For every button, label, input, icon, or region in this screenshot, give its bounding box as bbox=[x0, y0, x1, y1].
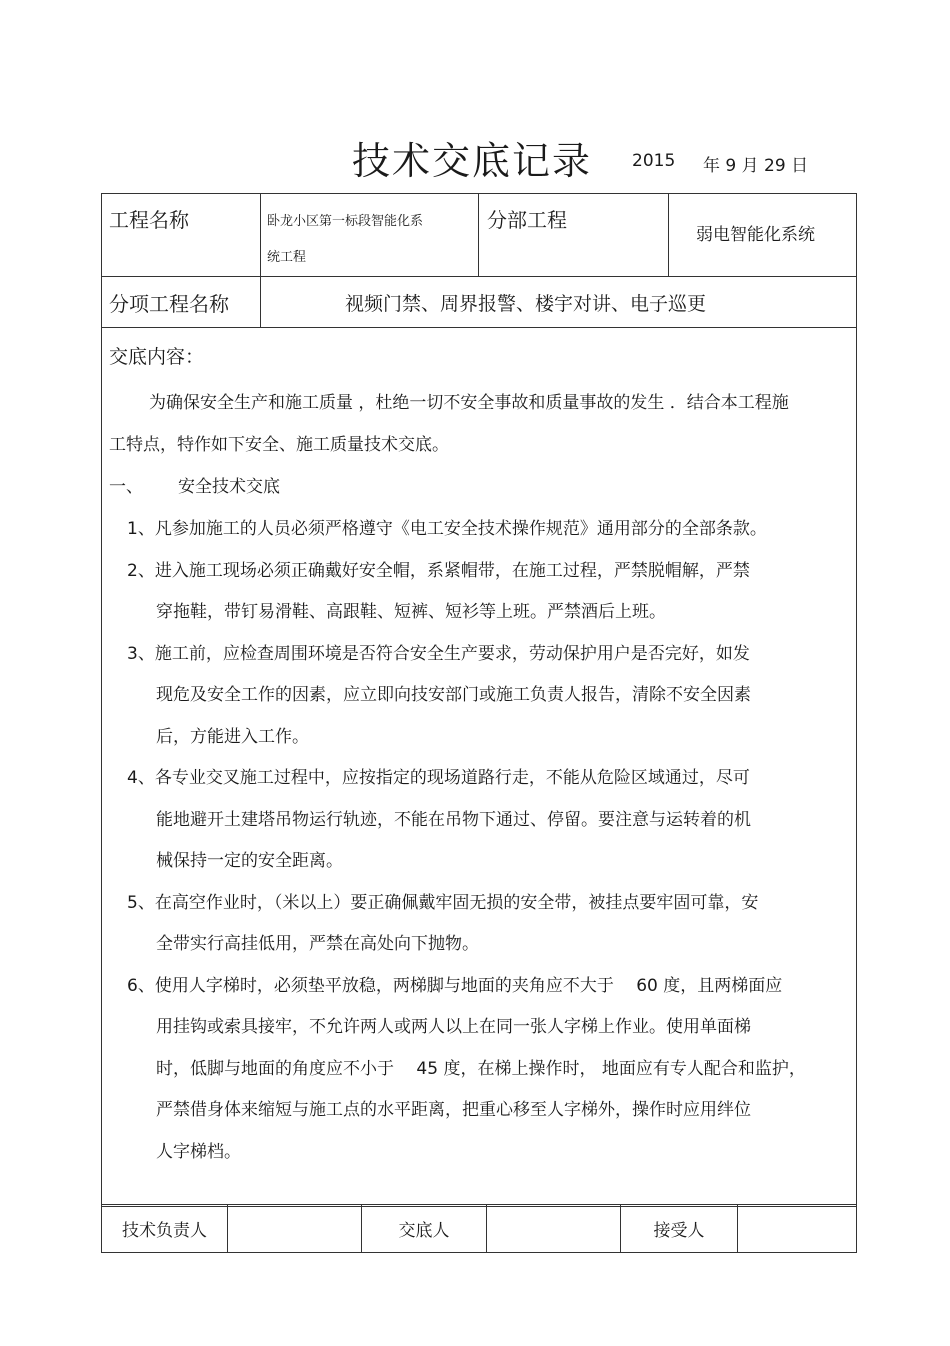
item-line-first: 6、使用人字梯时，必须垫平放稳，两梯脚与地面的夹角应不大于 60 度，且两梯面应 bbox=[127, 976, 783, 996]
item-line-continued: 械保持一定的安全距离。 bbox=[156, 851, 343, 871]
project-name-label: 工程名称 bbox=[109, 208, 189, 232]
sub-item-value-cell bbox=[261, 277, 857, 328]
item-line-continued: 现危及安全工作的因素，应立即向技安部门或施工负责人报告，清除不安全因素 bbox=[156, 685, 751, 705]
item-line-first: 2、进入施工现场必须正确戴好安全帽，系紧帽带，在施工过程，严禁脱帽解，严禁 bbox=[127, 561, 750, 581]
item-line-first: 1、凡参加施工的人员必须严格遵守《电工安全技术操作规范》通用部分的全部条款。 bbox=[127, 519, 767, 539]
sub-item-label: 分项工程名称 bbox=[109, 291, 229, 316]
project-name-line1: 卧龙小区第一标段智能化系 bbox=[267, 214, 424, 229]
content-heading: 交底内容： bbox=[109, 346, 205, 368]
item-line-continued: 时，低脚与地面的角度应不小于 45 度，在梯上操作时， 地面应有专人配合和监护， bbox=[156, 1059, 806, 1079]
discloser-signature-field[interactable] bbox=[487, 1205, 621, 1253]
project-name-label-cell bbox=[102, 194, 261, 277]
division-value: 弱电智能化系统 bbox=[696, 224, 815, 245]
tech-lead-label: 技术负责人 bbox=[102, 1205, 228, 1253]
date-month-day: 年 9 月 29 日 bbox=[703, 156, 809, 176]
receiver-label: 接受人 bbox=[621, 1205, 738, 1253]
item-line-continued: 严禁借身体来缩短与施工点的水平距离，把重心移至人字梯外，操作时应用绊位 bbox=[156, 1100, 751, 1120]
division-label-cell bbox=[479, 194, 669, 277]
tech-lead-signature-field[interactable] bbox=[228, 1205, 362, 1253]
division-value-cell bbox=[669, 194, 857, 277]
item-line-continued: 用挂钩或索具接牢，不允许两人或两人以上在同一张人字梯上作业。使用单面梯 bbox=[156, 1017, 751, 1037]
record-table bbox=[101, 193, 857, 1207]
document-title: 技术交底记录 bbox=[352, 139, 593, 183]
project-name-value-cell bbox=[261, 194, 479, 277]
discloser-label: 交底人 bbox=[362, 1205, 487, 1253]
intro-line-2: 工特点，特作如下安全、施工质量技术交底。 bbox=[109, 435, 449, 455]
item-line-first: 4、各专业交叉施工过程中，应按指定的现场道路行走，不能从危险区域通过，尽可 bbox=[127, 768, 750, 788]
section-title: 安全技术交底 bbox=[178, 477, 280, 497]
project-name-line2: 统工程 bbox=[267, 250, 307, 265]
signature-table bbox=[101, 1204, 857, 1253]
item-line-continued: 后，方能进入工作。 bbox=[156, 727, 309, 747]
section-number: 一、 bbox=[109, 477, 143, 497]
item-line-continued: 全带实行高挂低用，严禁在高处向下抛物。 bbox=[156, 934, 479, 954]
receiver-signature-field[interactable] bbox=[738, 1205, 857, 1253]
item-line-continued: 人字梯档。 bbox=[156, 1142, 241, 1162]
item-line-first: 3、施工前，应检查周围环境是否符合安全生产要求，劳动保护用户是否完好，如发 bbox=[127, 644, 750, 664]
disclosure-content-cell bbox=[102, 328, 857, 1207]
sub-item-value: 视频门禁、周界报警、楼宇对讲、电子巡更 bbox=[345, 292, 707, 315]
sub-item-label-cell bbox=[102, 277, 261, 328]
division-label: 分部工程 bbox=[487, 208, 567, 232]
item-line-first: 5、在高空作业时，（米以上）要正确佩戴牢固无损的安全带，被挂点要牢固可靠，安 bbox=[127, 893, 759, 913]
item-line-continued: 能地避开土建塔吊物运行轨迹，不能在吊物下通过、停留。要注意与运转着的机 bbox=[156, 810, 751, 830]
intro-line-1: 为确保安全生产和施工质量 ，杜绝一切不安全事故和质量事故的发生 ．结合本工程施 bbox=[149, 393, 789, 413]
date-year: 2015 bbox=[632, 151, 676, 171]
item-line-continued: 穿拖鞋，带钉易滑鞋、高跟鞋、短裤、短衫等上班。严禁酒后上班。 bbox=[156, 602, 666, 622]
